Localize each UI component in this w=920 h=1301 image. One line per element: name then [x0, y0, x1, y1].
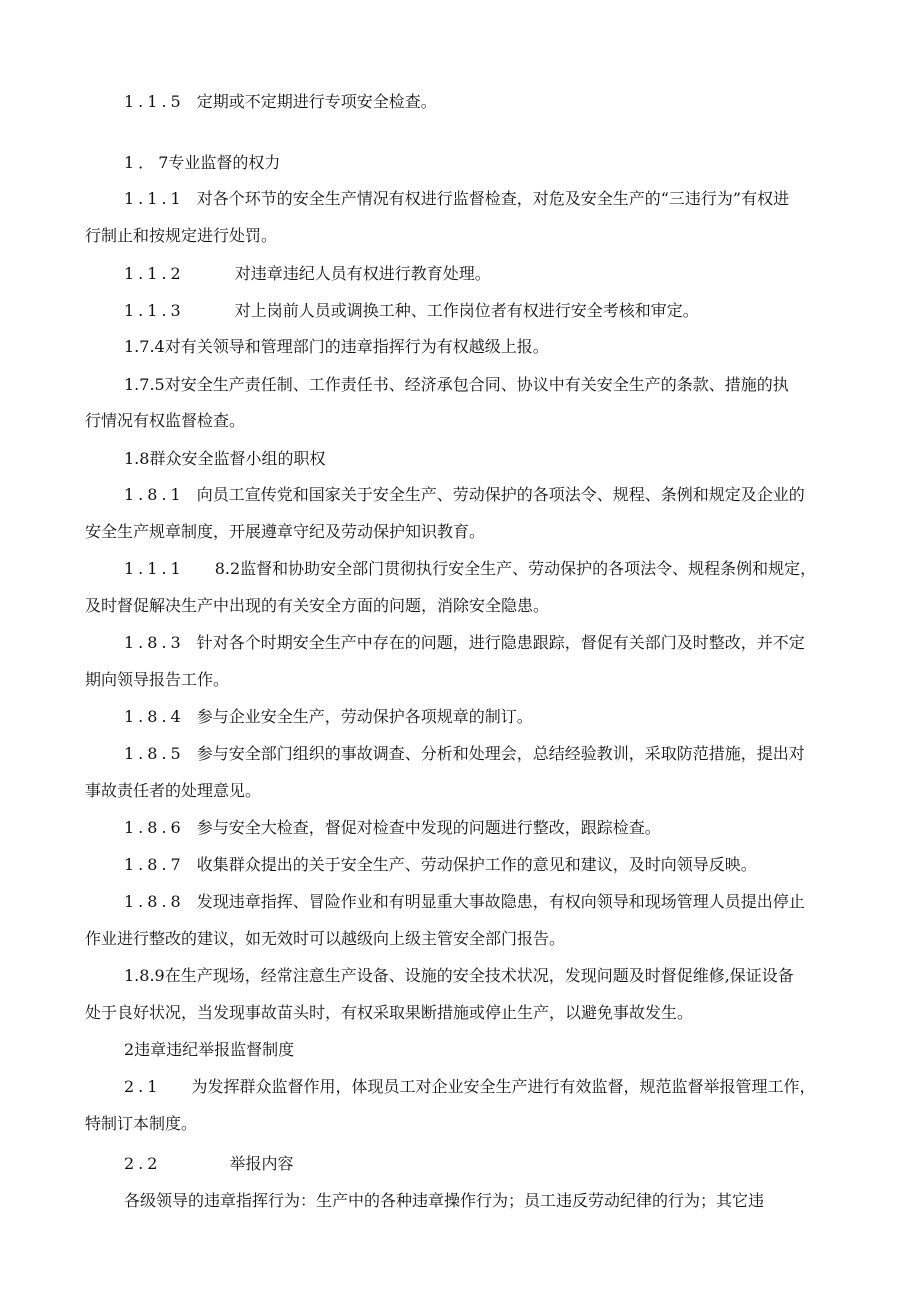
clause-number: 1.1.1 [124, 189, 185, 208]
clause-text: 行制止和按规定进行处罚。 [85, 226, 278, 245]
clause-text: 参与企业安全生产，劳动保护各项规章的制订。 [196, 707, 533, 726]
paragraph-1-8-6 [0, 818, 920, 838]
paragraph-continuation [0, 522, 920, 542]
clause-text: 8.2监督和协助安全部门贯彻执行安全生产、劳动保护的各项法令、规程条例和规定， [214, 559, 817, 578]
clause-text: 处于良好状况，当发现事故苗头时，有权采取果断措施或停止生产，以避免事故发生。 [85, 1003, 694, 1022]
clause-text: 作业进行整改的建议，如无效时可以越级向上级主管安全部门报告。 [85, 929, 566, 948]
paragraph-continuation [0, 1003, 920, 1023]
section-heading-1-7 [0, 153, 920, 173]
clause-text: 行情况有权监督检查。 [85, 411, 246, 430]
clause-text: 事故责任者的处理意见。 [85, 781, 262, 800]
paragraph-continuation [0, 1114, 920, 1134]
section-heading-2-2 [0, 1154, 920, 1174]
clause-number: 2.1 [124, 1077, 162, 1096]
paragraph-continuation [0, 226, 920, 246]
section-heading: 举报内容 [229, 1154, 294, 1173]
clause-number: 1.1.3 [124, 301, 185, 320]
paragraph-1-8-8 [0, 892, 920, 912]
clause-text: 为发挥群众监督作用，体现员工对企业安全生产进行有效监督，规范监督举报管理工作， [191, 1077, 816, 1096]
clause-text: 发现违章指挥、冒险作业和有明显重大事故隐患，有权向领导和现场管理人员提出停止 [196, 892, 805, 911]
paragraph-1-8-7 [0, 855, 920, 875]
paragraph-1-1-2 [0, 264, 920, 284]
clause-number: 1.1.1 [124, 559, 185, 578]
clause-text: 收集群众提出的关于安全生产、劳动保护工作的意见和建议，及时向领导反映。 [196, 855, 757, 874]
paragraph-continuation [0, 929, 920, 949]
paragraph-continuation [0, 411, 920, 431]
paragraph-1-7-4 [0, 337, 920, 357]
paragraph-1-1-5 [0, 92, 920, 112]
clause-number: 1.8.1 [124, 485, 185, 504]
clause-number: 1.8.8 [124, 892, 185, 911]
clause-text: 安全生产规章制度，开展遵章守纪及劳动保护知识教育。 [85, 522, 486, 541]
paragraph-1-7-5 [0, 375, 920, 395]
paragraph-1-8-5 [0, 744, 920, 764]
paragraph-continuation [0, 781, 920, 801]
clause-number: 1.1.2 [124, 264, 185, 283]
clause-number: 2.2 [124, 1154, 162, 1173]
clause-number: 1.1.5 [124, 92, 185, 111]
clause-text: 对上岗前人员或调换工种、工作岗位者有权进行安全考核和审定。 [234, 301, 699, 320]
clause-number: 1.8.3 [124, 633, 185, 652]
clause-text: 期向领导报告工作。 [85, 670, 230, 689]
clause-text: 向员工宣传党和国家关于安全生产、劳动保护的各项法令、规程、条例和规定及企业的 [196, 485, 805, 504]
clause-text: 对各个环节的安全生产情况有权进行监督检查，对危及安全生产的“三违行为”有权进 [196, 189, 790, 208]
paragraph-1-8-2 [0, 559, 920, 579]
clause-text: 1.7.5对安全生产责任制、工作责任书、经济承包合同、协议中有关安全生产的条款、措施的执 [124, 375, 789, 394]
paragraph-2-1 [0, 1077, 920, 1097]
paragraph-1-8-1 [0, 485, 920, 505]
clause-text: 参与安全大检查，督促对检查中发现的问题进行整改，跟踪检查。 [196, 818, 661, 837]
clause-text: 1.8.9在生产现场，经常注意生产设备、设施的安全技术状况，发现问题及时督促维修,保证设备 [124, 966, 794, 985]
paragraph-continuation [0, 670, 920, 690]
clause-number: 1.8.5 [124, 744, 185, 763]
clause-text: 各级领导的违章指挥行为：生产中的各种违章操作行为；员工违反劳动纪律的行为；其它违 [124, 1191, 765, 1210]
section-heading-2 [0, 1040, 920, 1060]
clause-number: 1． [124, 153, 159, 172]
paragraph-continuation [0, 596, 920, 616]
section-heading: 7专业监督的权力 [158, 153, 281, 172]
clause-number: 1.8.6 [124, 818, 185, 837]
clause-text: 及时督促解决生产中出现的有关安全方面的问题，消除安全隐患。 [85, 596, 550, 615]
section-heading: 2违章违纪举报监督制度 [124, 1040, 295, 1059]
paragraph-1-8-9 [0, 966, 920, 986]
paragraph-1-1-3 [0, 301, 920, 321]
clause-text: 参与安全部门组织的事故调查、分析和处理会，总结经验教训，采取防范措施，提出对 [196, 744, 805, 763]
clause-number: 1.8.4 [124, 707, 185, 726]
paragraph-1-8-4 [0, 707, 920, 727]
paragraph-report-content [0, 1191, 920, 1211]
clause-text: 对违章违纪人员有权进行教育处理。 [234, 264, 491, 283]
clause-text: 1.7.4对有关领导和管理部门的违章指挥行为有权越级上报。 [124, 337, 549, 356]
paragraph-1-1-1 [0, 189, 920, 209]
clause-text: 定期或不定期进行专项安全检查。 [196, 92, 437, 111]
clause-text: 特制订本制度。 [85, 1114, 198, 1133]
section-heading-1-8 [0, 449, 920, 469]
clause-text: 针对各个时期安全生产中存在的问题，进行隐患跟踪，督促有关部门及时整改，并不定 [196, 633, 805, 652]
section-heading: 1.8群众安全监督小组的职权 [124, 449, 326, 468]
paragraph-1-8-3 [0, 633, 920, 653]
clause-number: 1.8.7 [124, 855, 185, 874]
